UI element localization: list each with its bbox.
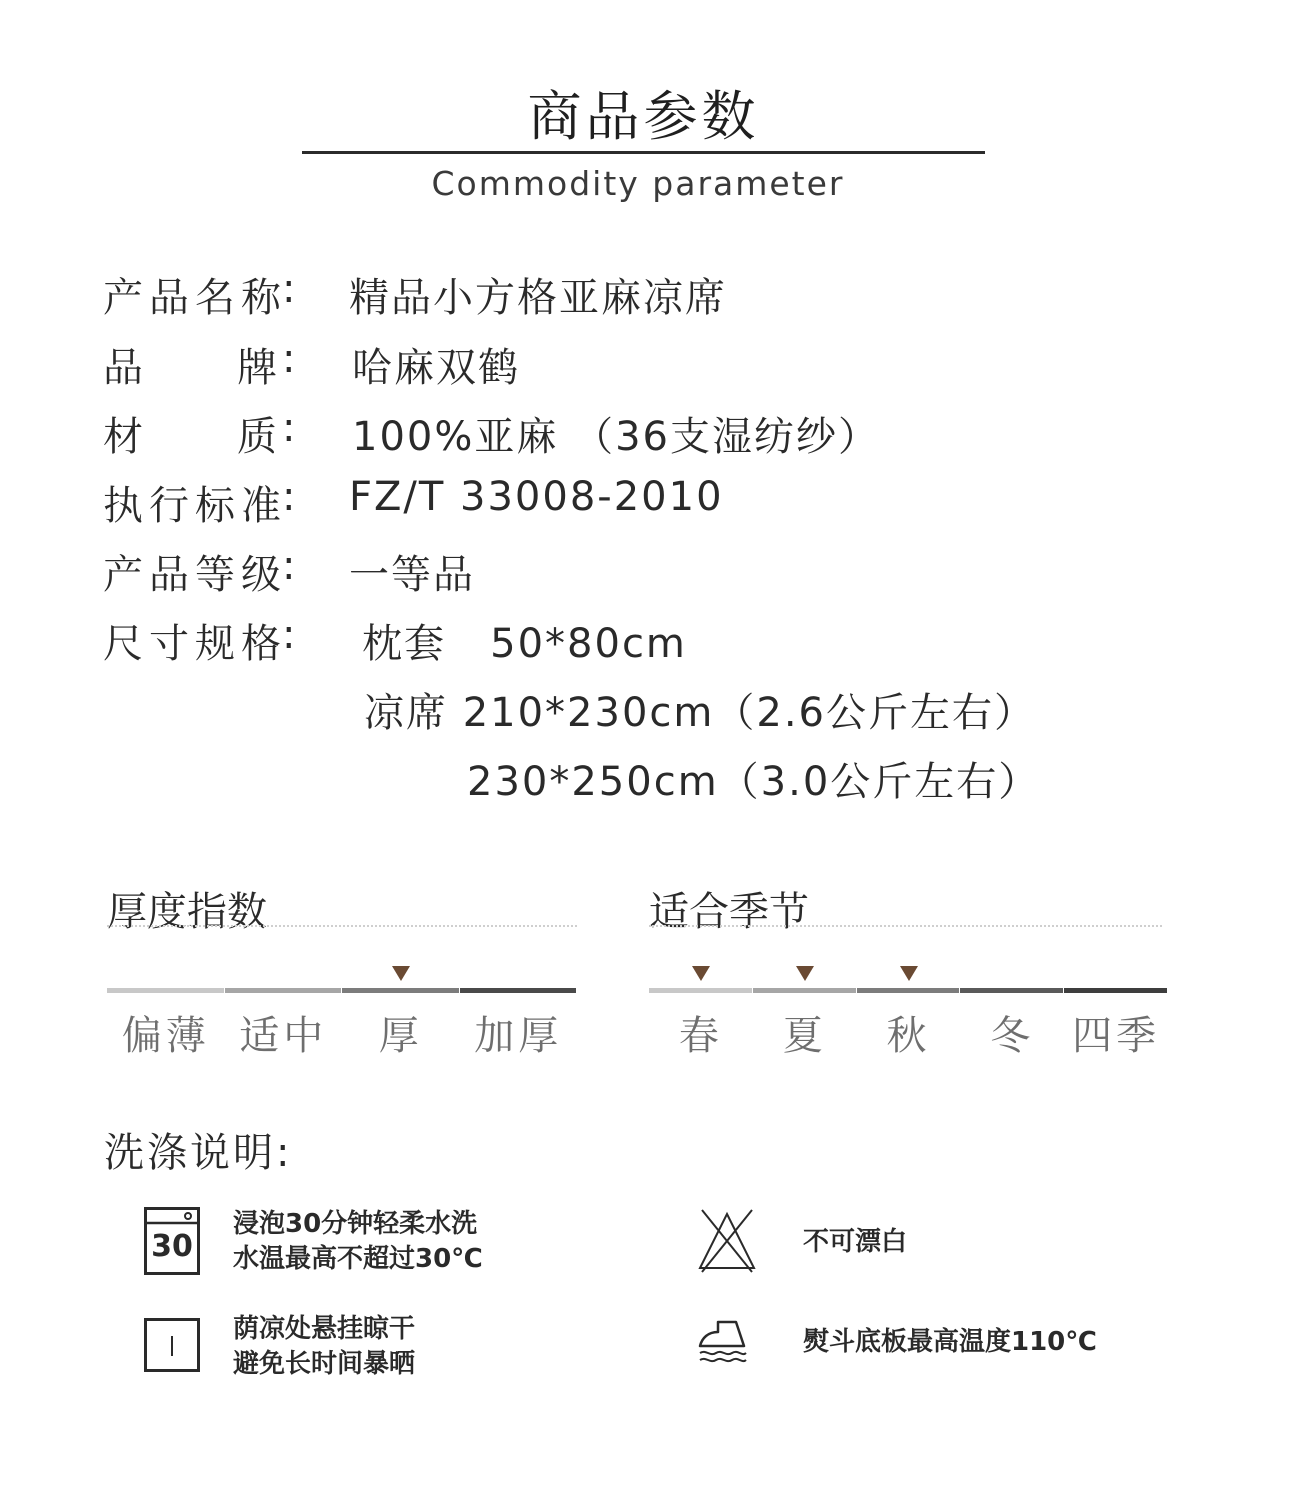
care-line: 避免长时间暴晒 xyxy=(233,1349,416,1379)
param-colon: : xyxy=(282,474,296,520)
param-label-material-1: 材 xyxy=(103,414,149,460)
no-bleach-icon xyxy=(696,1208,758,1274)
line-dry-shade-icon xyxy=(144,1318,200,1372)
iron-icon xyxy=(696,1318,750,1364)
season-segment xyxy=(753,988,856,993)
param-colon: : xyxy=(282,612,296,658)
param-label-grade: 产品等级 xyxy=(103,552,287,598)
thickness-label: 加厚 xyxy=(474,1013,563,1059)
season-divider xyxy=(649,925,1162,927)
size-line-mat-1: 凉席 210*230cm（2.6公斤左右） xyxy=(364,690,1036,736)
care-line: 水温最高不超过30℃ xyxy=(233,1244,483,1274)
param-label-brand-1: 品 xyxy=(103,345,149,391)
param-label-brand-2: 牌 xyxy=(237,345,283,391)
param-label-standard: 执行标准 xyxy=(103,483,287,529)
wash-30-icon xyxy=(144,1207,200,1275)
thickness-divider xyxy=(107,925,577,927)
page-title: 商品参数 xyxy=(527,85,760,148)
care-line: 浸泡30分钟轻柔水洗 xyxy=(233,1209,478,1239)
title-divider xyxy=(302,151,985,154)
param-value-material: 100%亚麻 （36支湿纺纱） xyxy=(352,414,880,460)
thickness-segment xyxy=(107,988,224,993)
param-value-grade: 一等品 xyxy=(349,552,475,598)
season-title: 适合季节 xyxy=(649,889,809,935)
season-marker-icon xyxy=(692,966,710,981)
thickness-marker-icon xyxy=(392,966,410,981)
thickness-label: 厚 xyxy=(378,1013,423,1059)
care-text-iron xyxy=(803,1325,1097,1360)
param-value-name: 精品小方格亚麻凉席 xyxy=(349,275,727,321)
param-value-brand: 哈麻双鹤 xyxy=(352,345,520,391)
thickness-segment xyxy=(225,988,342,993)
care-line: 不可漂白 xyxy=(803,1227,908,1257)
thickness-segment xyxy=(460,988,577,993)
season-label: 春 xyxy=(678,1013,723,1059)
page-subtitle: Commodity parameter xyxy=(431,164,845,203)
thickness-label: 偏薄 xyxy=(121,1013,210,1059)
care-title: 洗涤说明: xyxy=(104,1130,293,1176)
season-segment xyxy=(649,988,752,993)
param-value-size-pillow: 枕套 50*80cm xyxy=(362,621,687,667)
care-line: 熨斗底板最高温度110℃ xyxy=(803,1327,1097,1357)
season-marker-icon xyxy=(900,966,918,981)
season-label: 夏 xyxy=(782,1013,827,1059)
thickness-segment xyxy=(342,988,459,993)
param-colon: : xyxy=(282,266,296,312)
season-segment xyxy=(857,988,960,993)
param-colon: : xyxy=(282,336,296,382)
param-colon: : xyxy=(282,543,296,589)
param-value-standard: FZ/T 33008-2010 xyxy=(349,474,724,520)
care-text-bleach xyxy=(803,1225,907,1260)
care-text-dry xyxy=(233,1312,415,1382)
param-colon: : xyxy=(282,405,296,451)
season-label: 四季 xyxy=(1072,1013,1161,1059)
wash-temperature-number: 30 xyxy=(151,1229,193,1264)
param-label-material-2: 质 xyxy=(237,414,283,460)
thickness-label: 适中 xyxy=(239,1013,328,1059)
care-text-wash xyxy=(233,1207,483,1277)
care-line: 荫凉处悬挂晾干 xyxy=(233,1314,416,1344)
param-label-size: 尺寸规格 xyxy=(103,621,287,667)
season-marker-icon xyxy=(796,966,814,981)
season-segment xyxy=(1064,988,1167,993)
size-line-mat-2: 230*250cm（3.0公斤左右） xyxy=(467,759,1041,805)
param-label-name: 产品名称 xyxy=(103,275,287,321)
season-segment xyxy=(960,988,1063,993)
season-label: 冬 xyxy=(990,1013,1035,1059)
thickness-title: 厚度指数 xyxy=(107,889,267,935)
season-label: 秋 xyxy=(886,1013,931,1059)
